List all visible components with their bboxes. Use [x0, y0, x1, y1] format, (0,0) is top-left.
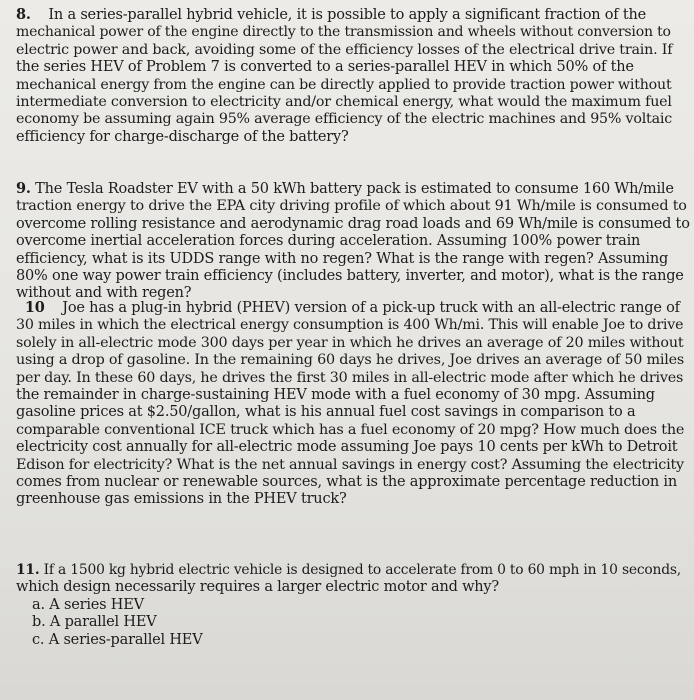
problem-10-number: 10 [24, 299, 45, 316]
problem-10-line-11: comes from nuclear or renewable sources, what is the approximate percentage reduction in [16, 474, 678, 491]
problem-8-line-7: economy be assuming again 95% average efficiency of the electric machines and 95% voltaic [16, 111, 672, 128]
problem-9-text: The Tesla Roadster EV with a 50 kWh battery pack is estimated to consume 160 Wh/mile [35, 181, 674, 197]
problem-10-line-1 [16, 299, 688, 317]
problem-11-line-2: which design necessarily requires a larger electric motor and why? [16, 579, 500, 596]
problem-10-line-3: solely in all-electric mode 300 days per year in which he drives an average of 20 miles without [16, 334, 684, 351]
problem-10-line-7: gasoline prices at $2.50/gallon, what is his annual fuel cost savings in comparison to a [16, 404, 636, 421]
problem-10-text: Joe has a plug-in hybrid (PHEV) version of a pick-up truck with an all-electric range of [62, 300, 680, 316]
problem-10-line-12: greenhouse gas emissions in the PHEV truck? [16, 491, 347, 508]
problem-10-line-5: per day. In these 60 days, he drives the first 30 miles in all-electric mode after which he drives [16, 369, 684, 386]
option-a-text: A series HEV [49, 596, 144, 613]
option-c [16, 632, 686, 649]
problem-9-line-5: efficiency, what is its UDDS range with no regen? What is the range with regen? Assuming [16, 250, 669, 267]
problem-8-line-1 [16, 6, 676, 24]
problem-8-line-2: mechanical power of the engine directly to the transmission and wheels without conversion to [16, 24, 671, 41]
problem-8-line-6: intermediate conversion to electricity and/or chemical energy, what would the maximum fuel [16, 94, 672, 111]
option-b [16, 614, 686, 631]
problem-8-line-3: electric power and back, avoiding some of the efficiency losses of the electrical drive train. If [16, 41, 673, 58]
problem-9-line-1 [16, 180, 691, 198]
problem-9-number: 9. [16, 180, 31, 197]
problem-9-line-4: overcome inertial acceleration forces during acceleration. Assuming 100% power train [16, 233, 641, 250]
problem-11-text: If a 1500 kg hybrid electric vehicle is designed to accelerate from 0 to 60 mph in 10 seconds, [43, 562, 681, 578]
option-a [16, 597, 686, 614]
problem-9-line-2: traction energy to drive the EPA city driving profile of which about 91 Wh/mile is consumed to [16, 198, 687, 215]
problem-10-line-6: the remainder in charge-sustaining HEV mode with a fuel economy of 30 mpg. Assuming [16, 387, 655, 404]
problem-9 [16, 180, 691, 303]
option-c-letter: c. [32, 631, 45, 648]
option-b-letter: b. [32, 614, 46, 631]
problem-10-line-2: 30 miles in which the electrical energy consumption is 400 Wh/mi. This will enable Joe to drive [16, 317, 684, 334]
problem-8-text: In a series-parallel hybrid vehicle, it is possible to apply a significant fraction of the [48, 7, 647, 23]
problem-9-line-7: without and with regen? [16, 285, 192, 302]
problem-10-line-10: Edison for electricity? What is the net annual savings in energy cost? Assuming the electricity [16, 456, 684, 473]
problem-11-number: 11. [16, 562, 40, 578]
option-a-letter: a. [32, 596, 45, 613]
problem-8 [16, 6, 676, 146]
problem-11-line-1 [16, 562, 686, 579]
problem-8-line-5: mechanical energy from the engine can be directly applied to provide traction power without [16, 76, 672, 93]
problem-9-line-6: 80% one way power train efficiency (includes battery, inverter, and motor), what is the range [16, 268, 684, 285]
problem-8-line-4: the series HEV of Problem 7 is converted to a series-parallel HEV in which 50% of the [16, 59, 634, 76]
problem-10-line-9: electricity cost annually for all-electric mode assuming Joe pays 10 cents per kWh to Detroit [16, 439, 678, 456]
problem-10-line-4: using a drop of gasoline. In the remaining 60 days he drives, Joe drives an average of 50 miles [16, 352, 685, 369]
option-b-text: A parallel HEV [49, 614, 157, 631]
problem-9-line-3: overcome rolling resistance and aerodynamic drag road loads and 69 Wh/mile is consumed to [16, 215, 690, 232]
problem-8-line-8: efficiency for charge-discharge of the battery? [16, 128, 349, 145]
problem-8-number: 8. [16, 6, 31, 23]
problem-10 [16, 299, 688, 509]
problem-11 [16, 562, 686, 649]
option-c-text: A series-parallel HEV [48, 631, 203, 648]
problem-10-line-8: comparable conventional ICE truck which has a fuel economy of 20 mpg? How much does the [16, 421, 685, 438]
problem-11-options [16, 597, 686, 649]
